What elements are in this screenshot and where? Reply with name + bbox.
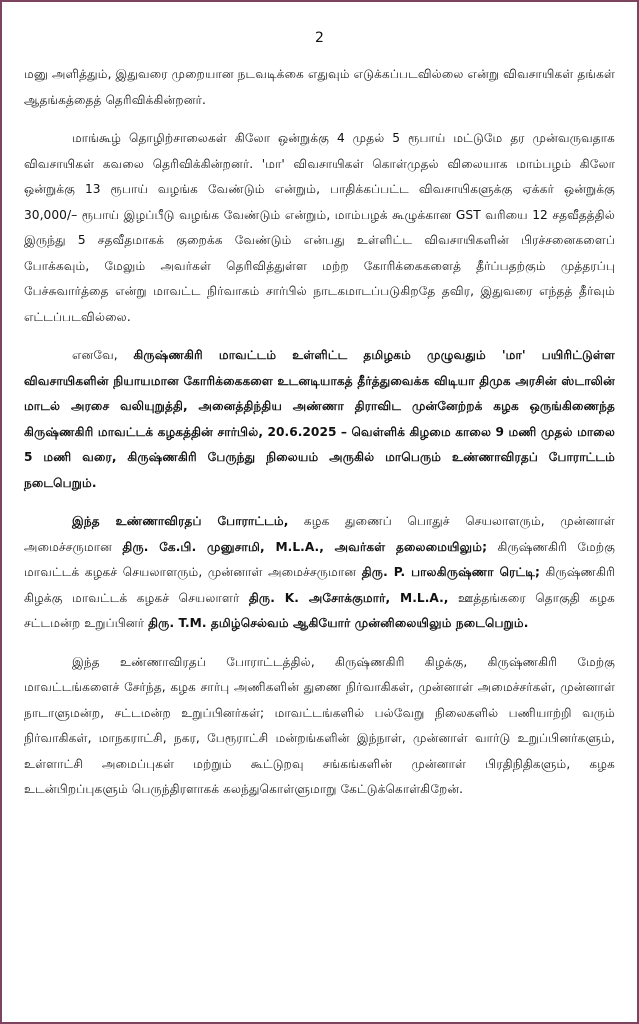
paragraph-2: மாங்கூழ் தொழிற்சாலைகள் கிலோ ஒன்றுக்கு 4 முதல் 5 ரூபாய் மட்டுமே தர முன்வருவதாக விவசாயிகள் கவலை தெரிவிக்கின்றனர். 'மா' விவசாயிகள் கொள்முதல் விலையாக மாம்பழம் கிலோ ஒன்றுக்கு 13 ரூபாய் வழங்க வேண்டும் என்றும், பாதிக்கப்பட்ட விவசாயிகளுக்கு ஏக்கர் ஒன்றுக்கு 30,000/– ரூபாய் இழப்பீடு வழங்க வேண்டும் என்றும், மாம்பழக் கூழுக்கான GST வரியை 12 சதவீதத்தில் இருந்து 5 சதவீதமாகக் குறைக்க வேண்டும் என்பது உள்ளிட்ட விவசாயிகளின் பிரச்சனைகளைப் போக்கவும், மேலும் அவர்கள் தெரிவித்துள்ள மற்ற கோரிக்கைகளைத் தீர்ப்பதற்கும் முத்தரப்பு பேச்சுவார்த்தை என்று மாவட்ட நிர்வாகம் சார்பில் நாடகமாடப்படுகிறதே தவிர, இதுவரை எந்தத் தீர்வும் எட்டப்படவில்லை. bbox=[24, 131, 615, 324]
paragraph-4-text-4: ஊத்தங்கரை தொகுதி கழக சட்டமன்ற உறுப்பினர் bbox=[24, 590, 615, 630]
document-page bbox=[2, 2, 637, 1022]
paragraph-4-name-4: திரு. T.M. தமிழ்செல்வம் ஆகியோர் முன்னிலையிலும் நடைபெறும். bbox=[148, 616, 529, 630]
page-number: 2 bbox=[315, 30, 324, 46]
paragraph-5: இந்த உண்ணாவிரதப் போராட்டத்தில், கிருஷ்ணகிரி கிழக்கு, கிருஷ்ணகிரி மேற்கு மாவட்டங்களைச் சேர்ந்த, கழக சார்பு அணிகளின் துணை நிர்வாகிகள், முன்னாள் அமைச்சர்கள், முன்னாள் நாடாளுமன்ற, சட்டமன்ற உறுப்பினர்கள்; மாவட்டங்களில் பல்வேறு நிலைகளில் பணியாற்றி வரும் நிர்வாகிகள், மாநகராட்சி, நகர, பேரூராட்சி மன்றங்களின் இந்நாள், முன்னாள் வார்டு உறுப்பினர்களும், உள்ளாட்சி அமைப்புகள் மற்றும் கூட்டுறவு சங்கங்களின் முன்னாள் பிரதிநிதிகளும், கழக உடன்பிறப்புகளும் பெருந்திரளாகக் கலந்துகொள்ளுமாறு கேட்டுக்கொள்கிறேன். bbox=[24, 654, 615, 796]
paragraph-3-bold: கிருஷ்ணகிரி மாவட்டம் உள்ளிட்ட தமிழகம் முழுவதும் 'மா' பயிரிட்டுள்ள விவசாயிகளின் நியாயமான கோரிக்கைகளை உடனடியாகத் தீர்த்துவைக்க விடியா திமுக அரசின் ஸ்டாலின் மாடல் அரசை வலியுறுத்தி, அனைத்திந்திய அண்ணா திராவிட முன்னேற்றக் கழக ஒருங்கிணைந்த கிருஷ்ணகிரி மாவட்டக் கழகத்தின் சார்பில், 20.6.2025 – வெள்ளிக் கிழமை காலை 9 மணி முதல் மாலை 5 மணி வரை, கிருஷ்ணகிரி பேருந்து நிலையம் அருகில் மாபெரும் உண்ணாவிரதப் போராட்டம் நடைபெறும். bbox=[24, 348, 615, 490]
paragraph-3 bbox=[24, 343, 615, 496]
paragraph-4-name-1: திரு. கே.பி. முனுசாமி, M.L.A., அவர்கள் தலைமையிலும்; bbox=[122, 539, 488, 554]
paragraph-3-lead: எனவே, bbox=[72, 348, 134, 362]
paragraph-4-text-3: கிருஷ்ணகிரி கிழக்கு மாவட்டக் கழகச் செயலாளர் bbox=[24, 565, 615, 605]
paragraph-4-name-3: திரு. K. அசோக்குமார், M.L.A., bbox=[248, 590, 449, 605]
paragraph-4-lead-bold: இந்த உண்ணாவிரதப் போராட்டம், bbox=[72, 514, 289, 528]
paragraph-4-name-2: திரு. P. பாலகிருஷ்ணா ரெட்டி; bbox=[361, 565, 540, 579]
paragraph-4-text-1: கழக துணைப் பொதுச் செயலாளரும், முன்னாள் அமைச்சருமான bbox=[24, 514, 615, 554]
paragraph-4 bbox=[24, 509, 615, 637]
paragraph-1: மனு அளித்தும், இதுவரை முறையான நடவடிக்கை எதுவும் எடுக்கப்படவில்லை என்று விவசாயிகள் தங்கள் ஆதங்கத்தைத் தெரிவிக்கின்றனர். bbox=[24, 67, 615, 107]
paragraph-4-text-2: கிருஷ்ணகிரி மேற்கு மாவட்டக் கழகச் செயலாளரும், முன்னாள் அமைச்சருமான bbox=[24, 539, 616, 579]
